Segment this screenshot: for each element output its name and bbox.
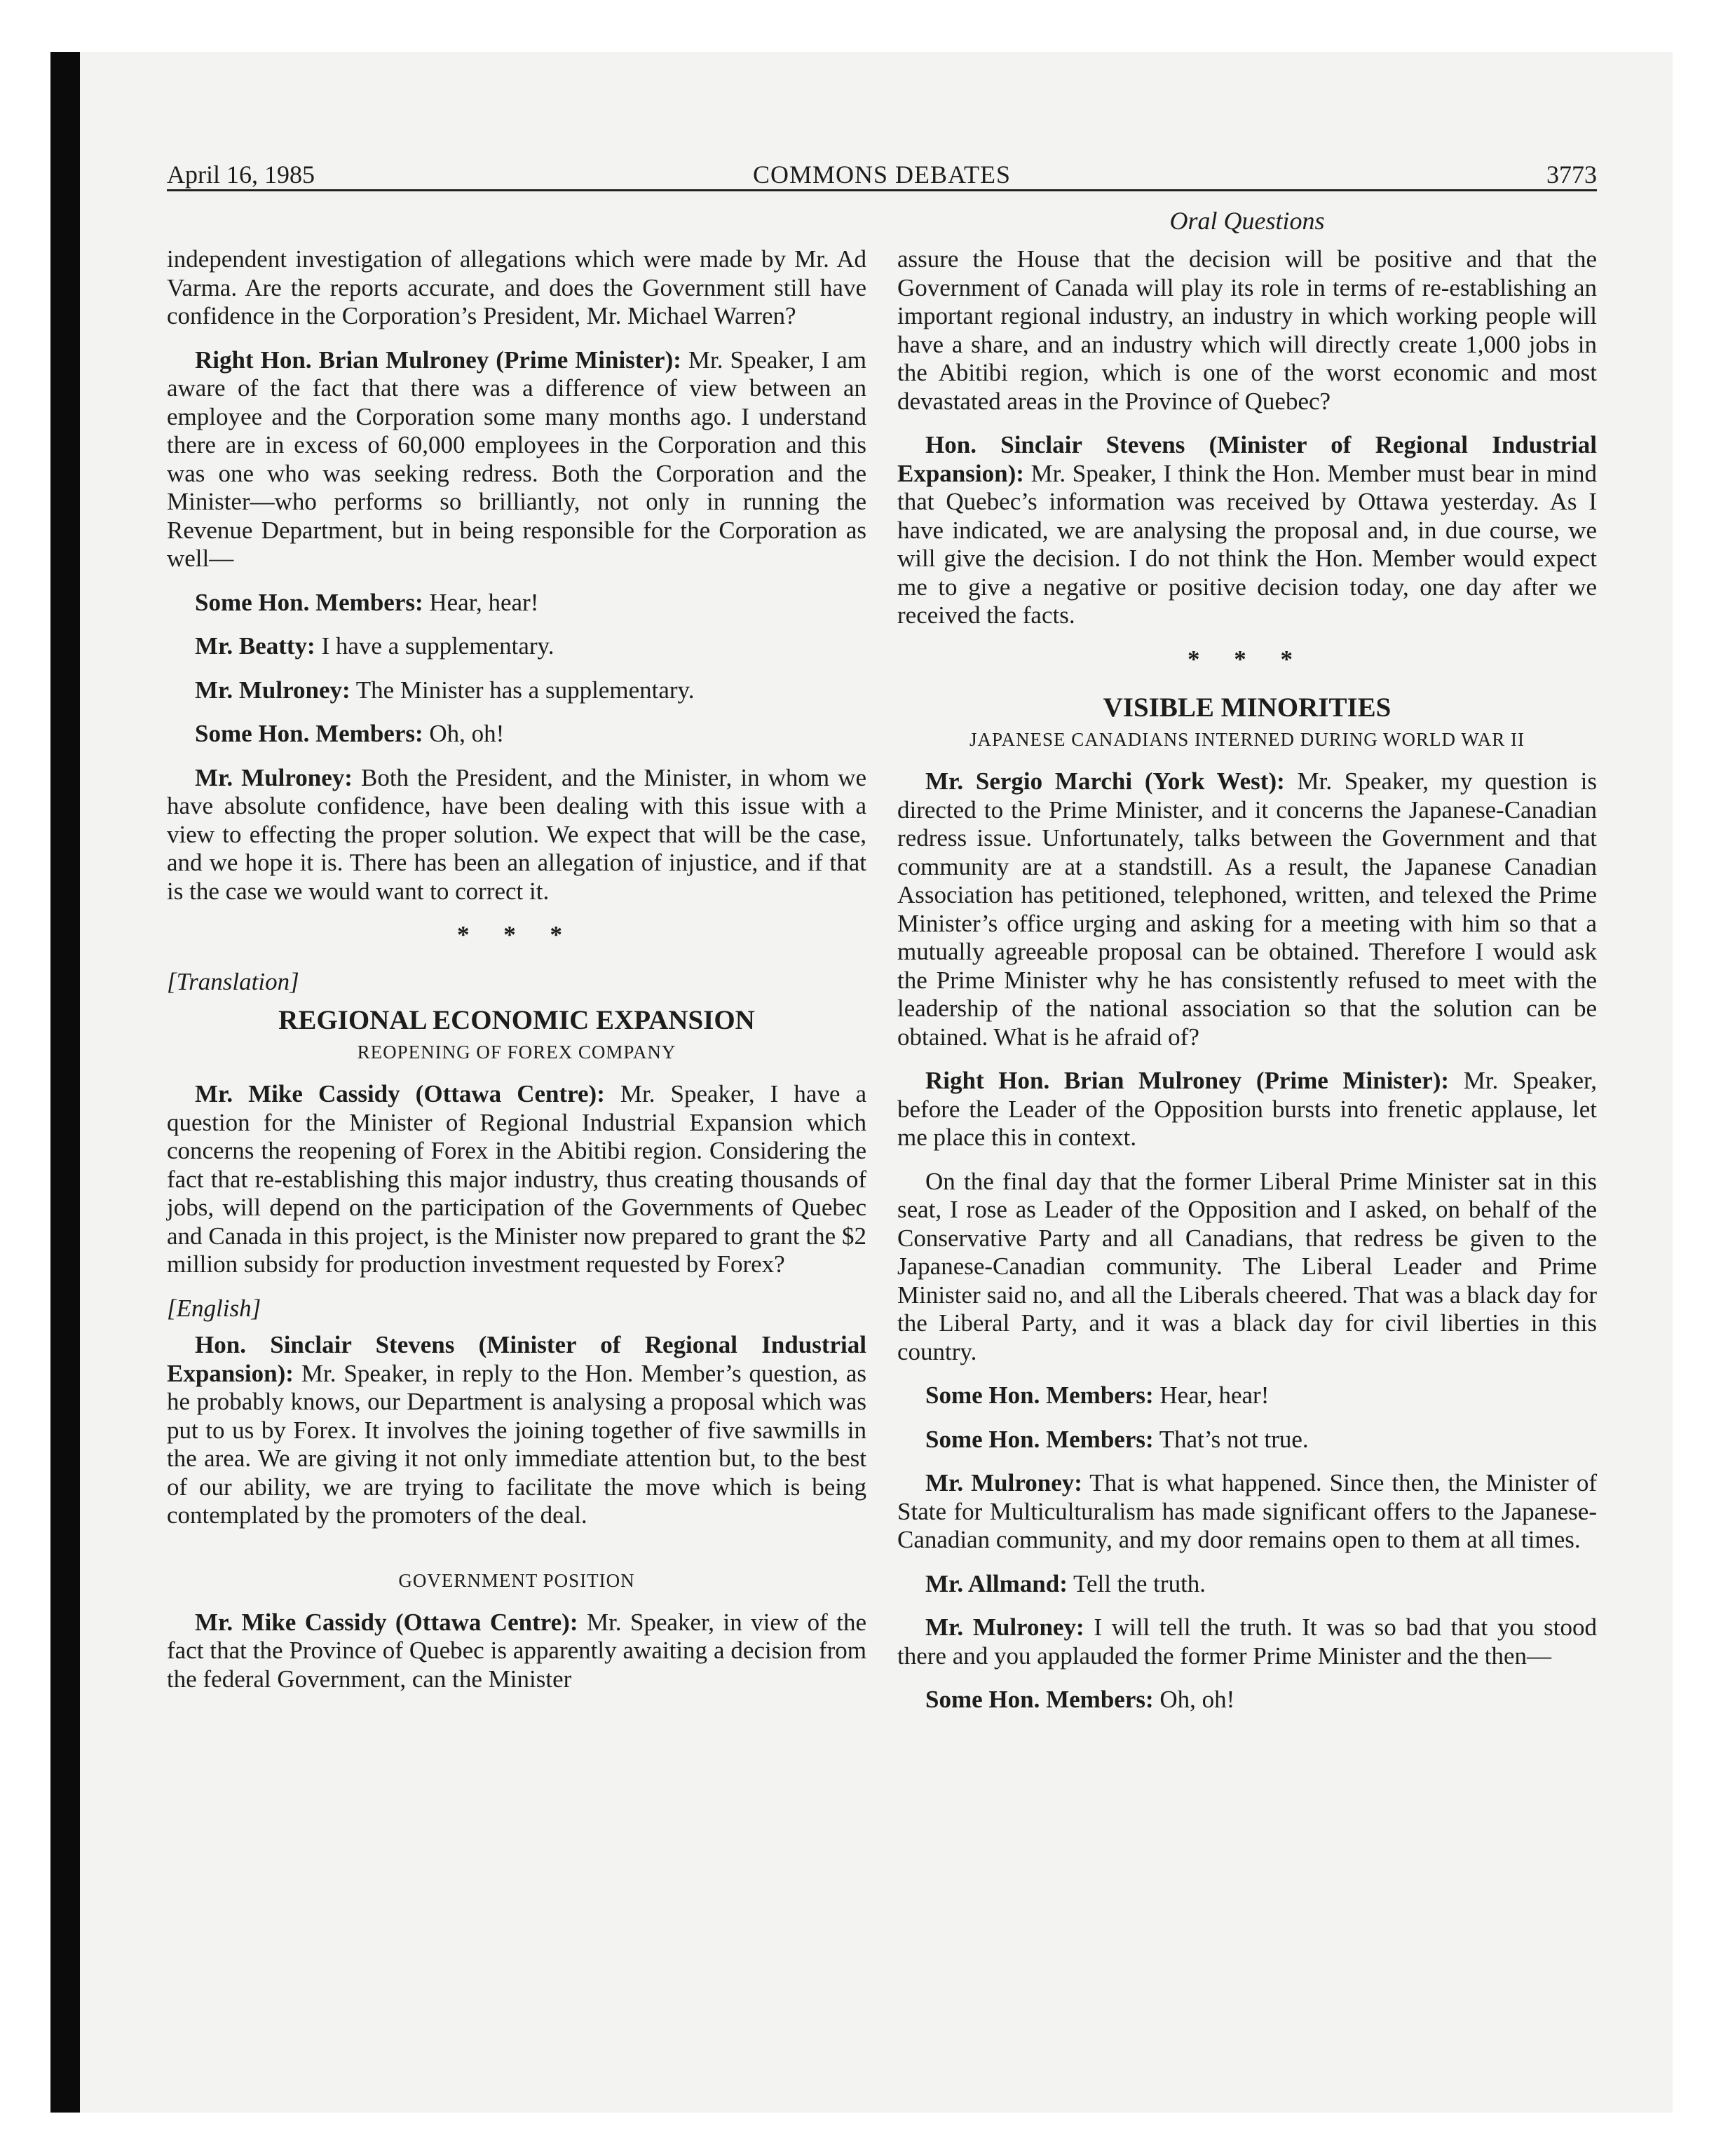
speaker-name: Some Hon. Members:: [195, 720, 423, 747]
section-separator: * * *: [457, 921, 576, 948]
left-column: [167, 245, 866, 1709]
speech-text: Oh, oh!: [1153, 1686, 1235, 1713]
speaker-name: Mr. Allmand:: [925, 1569, 1068, 1597]
speech-text: The Minister has a supplementary.: [350, 676, 695, 704]
paragraph: On the final day that the former Liberal Prime Minister sat in this seat, I rose as Leader of the Opposition and I asked, on behalf of the Conservative Party and all Canadians, that redress be given to the Japanese-Canadian community. The Liberal Leader and Prime Minister said no, and all the Liberals cheered. That was a black day for the Liberal Party, and it was a black day for civil liberties in this country.: [897, 1167, 1597, 1365]
speaker-name: Hon. Sinclair Stevens (Minister of Regional Industrial Expansion):: [897, 431, 1597, 487]
paragraph: [897, 1381, 1597, 1410]
binding-edge: [50, 52, 80, 2113]
paragraph: [897, 1067, 1597, 1152]
speaker-name: Right Hon. Brian Mulroney (Prime Minister):: [925, 1067, 1450, 1094]
speaker-name: Mr. Mulroney:: [925, 1613, 1084, 1641]
speaker-name: Mr. Beatty:: [195, 632, 315, 660]
section-subheading: REOPENING OF FOREX COMPANY: [357, 1042, 676, 1063]
speaker-name: Mr. Mulroney:: [195, 676, 351, 704]
paragraph: [897, 1613, 1597, 1670]
speech-text: Oh, oh!: [423, 720, 505, 747]
speech-text: Mr. Speaker, before the Leader of the Opposition bursts into frenetic applause, let me place this in context.: [897, 1067, 1597, 1151]
speech-text: I will tell the truth. It was so bad that you stood there and you applauded the former Prime Minister and the then—: [897, 1613, 1598, 1670]
paragraph: [897, 431, 1597, 630]
section-subheading: GOVERNMENT POSITION: [398, 1569, 635, 1591]
paragraph: [897, 1426, 1597, 1454]
speaker-name: Some Hon. Members:: [925, 1425, 1154, 1453]
speech-text: Hear, hear!: [423, 588, 539, 616]
right-column: [897, 245, 1597, 1730]
speech-text: That’s not true.: [1153, 1425, 1309, 1453]
paragraph: [897, 1686, 1597, 1714]
paragraph: [167, 1609, 866, 1694]
speech-text: That is what happened. Since then, the Minister of State for Multiculturalism has made significant offers to the Japanese-Canadian community, and my door remains open to them at all times.: [897, 1469, 1598, 1553]
speech-text: Mr. Speaker, in view of the fact that the Province of Quebec is apparently awaiting a decision from the federal Government, can the Minister: [167, 1608, 867, 1693]
speaker-name: Hon. Sinclair Stevens (Minister of Regional Industrial Expansion):: [167, 1331, 866, 1387]
paragraph: [167, 632, 866, 661]
section-subheading: JAPANESE CANADIANS INTERNED DURING WORLD WAR II: [969, 729, 1525, 750]
paragraph: [167, 676, 866, 705]
paragraph: [167, 589, 866, 618]
speaker-name: Mr. Sergio Marchi (York West):: [925, 767, 1285, 795]
paragraph: [167, 764, 866, 906]
section-heading: VISIBLE MINORITIES: [1103, 692, 1392, 723]
speech-text: Tell the truth.: [1067, 1569, 1206, 1597]
speaker-name: Some Hon. Members:: [925, 1381, 1154, 1409]
speech-text: Hear, hear!: [1153, 1381, 1270, 1409]
paragraph: [897, 767, 1597, 1051]
paragraph: assure the House that the decision will be positive and that the Government of Canada will play its role in terms of re-establishing an important regional industry, an industry in which working people will have a share, and an industry which will directly create 1,000 jobs in the Abitibi region, which is one of the worst economic and most devastated areas in the Province of Quebec?: [897, 245, 1597, 415]
translation-label: [Translation]: [167, 967, 299, 995]
header-publication: COMMONS DEBATES: [752, 161, 1012, 189]
header-page-number: 3773: [1546, 161, 1597, 189]
speech-text: Both the President, and the Minister, in whom we have absolute confidence, have been dealing with this issue with a view to effecting the proper solution. We expect that will be the case, and we hope it is. There has been an allegation of injustice, and if that is the case we would want to correct it.: [167, 763, 866, 905]
speaker-name: Some Hon. Members:: [925, 1686, 1154, 1713]
header-date: April 16, 1985: [167, 161, 315, 189]
paragraph: [897, 1570, 1597, 1599]
section-heading: REGIONAL ECONOMIC EXPANSION: [278, 1005, 755, 1035]
paragraph: [167, 1331, 866, 1530]
speaker-name: Mr. Mulroney:: [195, 763, 353, 791]
paragraph: [897, 1469, 1597, 1555]
section-subheader: Oral Questions: [1169, 207, 1325, 235]
language-label: [English]: [167, 1294, 261, 1322]
paragraph: [167, 720, 866, 749]
speaker-name: Right Hon. Brian Mulroney (Prime Minister):: [195, 346, 681, 374]
speech-text: Mr. Speaker, I have a question for the Minister of Regional Industrial Expansion which concerns the reopening of Forex in the Abitibi region. Considering the fact that re-establishing this major industry, thus creating thousands of jobs, will depend on the participation of the Governments of Quebec and Canada in this project, is the Minister now prepared to grant the $2 million subsidy for production investment requested by Forex?: [167, 1080, 866, 1278]
page-header: [167, 156, 1597, 191]
speech-text: Mr. Speaker, my question is directed to the Prime Minister, and it concerns the Japanese-Canadian redress issue. Unfortunately, talks between the Government and that community are at a standstill. As a result, the Japanese Canadian Association has petitioned, telephoned, written, and telexed the Prime Minister’s office urging and asking for a meeting with him so that a mutually agreeable proposal can be obtained. Therefore I would ask the Prime Minister why he has consistently refused to meet with the leadership of the national association so that the solution can be obtained. What is he afraid of?: [897, 767, 1598, 1051]
speech-text: I have a supplementary.: [315, 632, 554, 660]
paragraph: independent investigation of allegations which were made by Mr. Ad Varma. Are the reports accurate, and does the Government still have confidence in the Corporation’s President, Mr. Michael Warren?: [167, 245, 866, 329]
paragraph: [167, 1080, 866, 1279]
paragraph: [167, 346, 866, 573]
speech-text: Mr. Speaker, I think the Hon. Member must bear in mind that Quebec’s information was received by Ottawa yesterday. As I have indicated, we are analysing the proposal and, in due course, we will give the decision. I do not think the Hon. Member would expect me to give a negative or positive decision today, one day after we received the facts.: [897, 459, 1597, 629]
speaker-name: Mr. Mike Cassidy (Ottawa Centre):: [195, 1608, 578, 1636]
speech-text: Mr. Speaker, in reply to the Hon. Member’s question, as he probably knows, our Department is analysing a proposal which was put to us by Forex. It involves the joining together of five sawmills in the area. We are giving it not only immediate attention but, to the best of our ability, we are trying to facilitate the move which is being contemplated by the promoters of the deal.: [167, 1359, 866, 1529]
speech-text: Mr. Speaker, I am aware of the fact that there was a difference of view between an employee and the Corporation some many months ago. I understand there are in excess of 60,000 employees in the Corporation and this was one who was seeking redress. Both the Corporation and the Minister—who performs so brilliantly, not only in running the Revenue Department, but in being responsible for the Corporation as well—: [167, 346, 867, 572]
speaker-name: Mr. Mulroney:: [925, 1469, 1082, 1496]
section-separator: * * *: [1188, 645, 1307, 673]
speaker-name: Mr. Mike Cassidy (Ottawa Centre):: [195, 1080, 605, 1107]
speaker-name: Some Hon. Members:: [195, 588, 423, 616]
